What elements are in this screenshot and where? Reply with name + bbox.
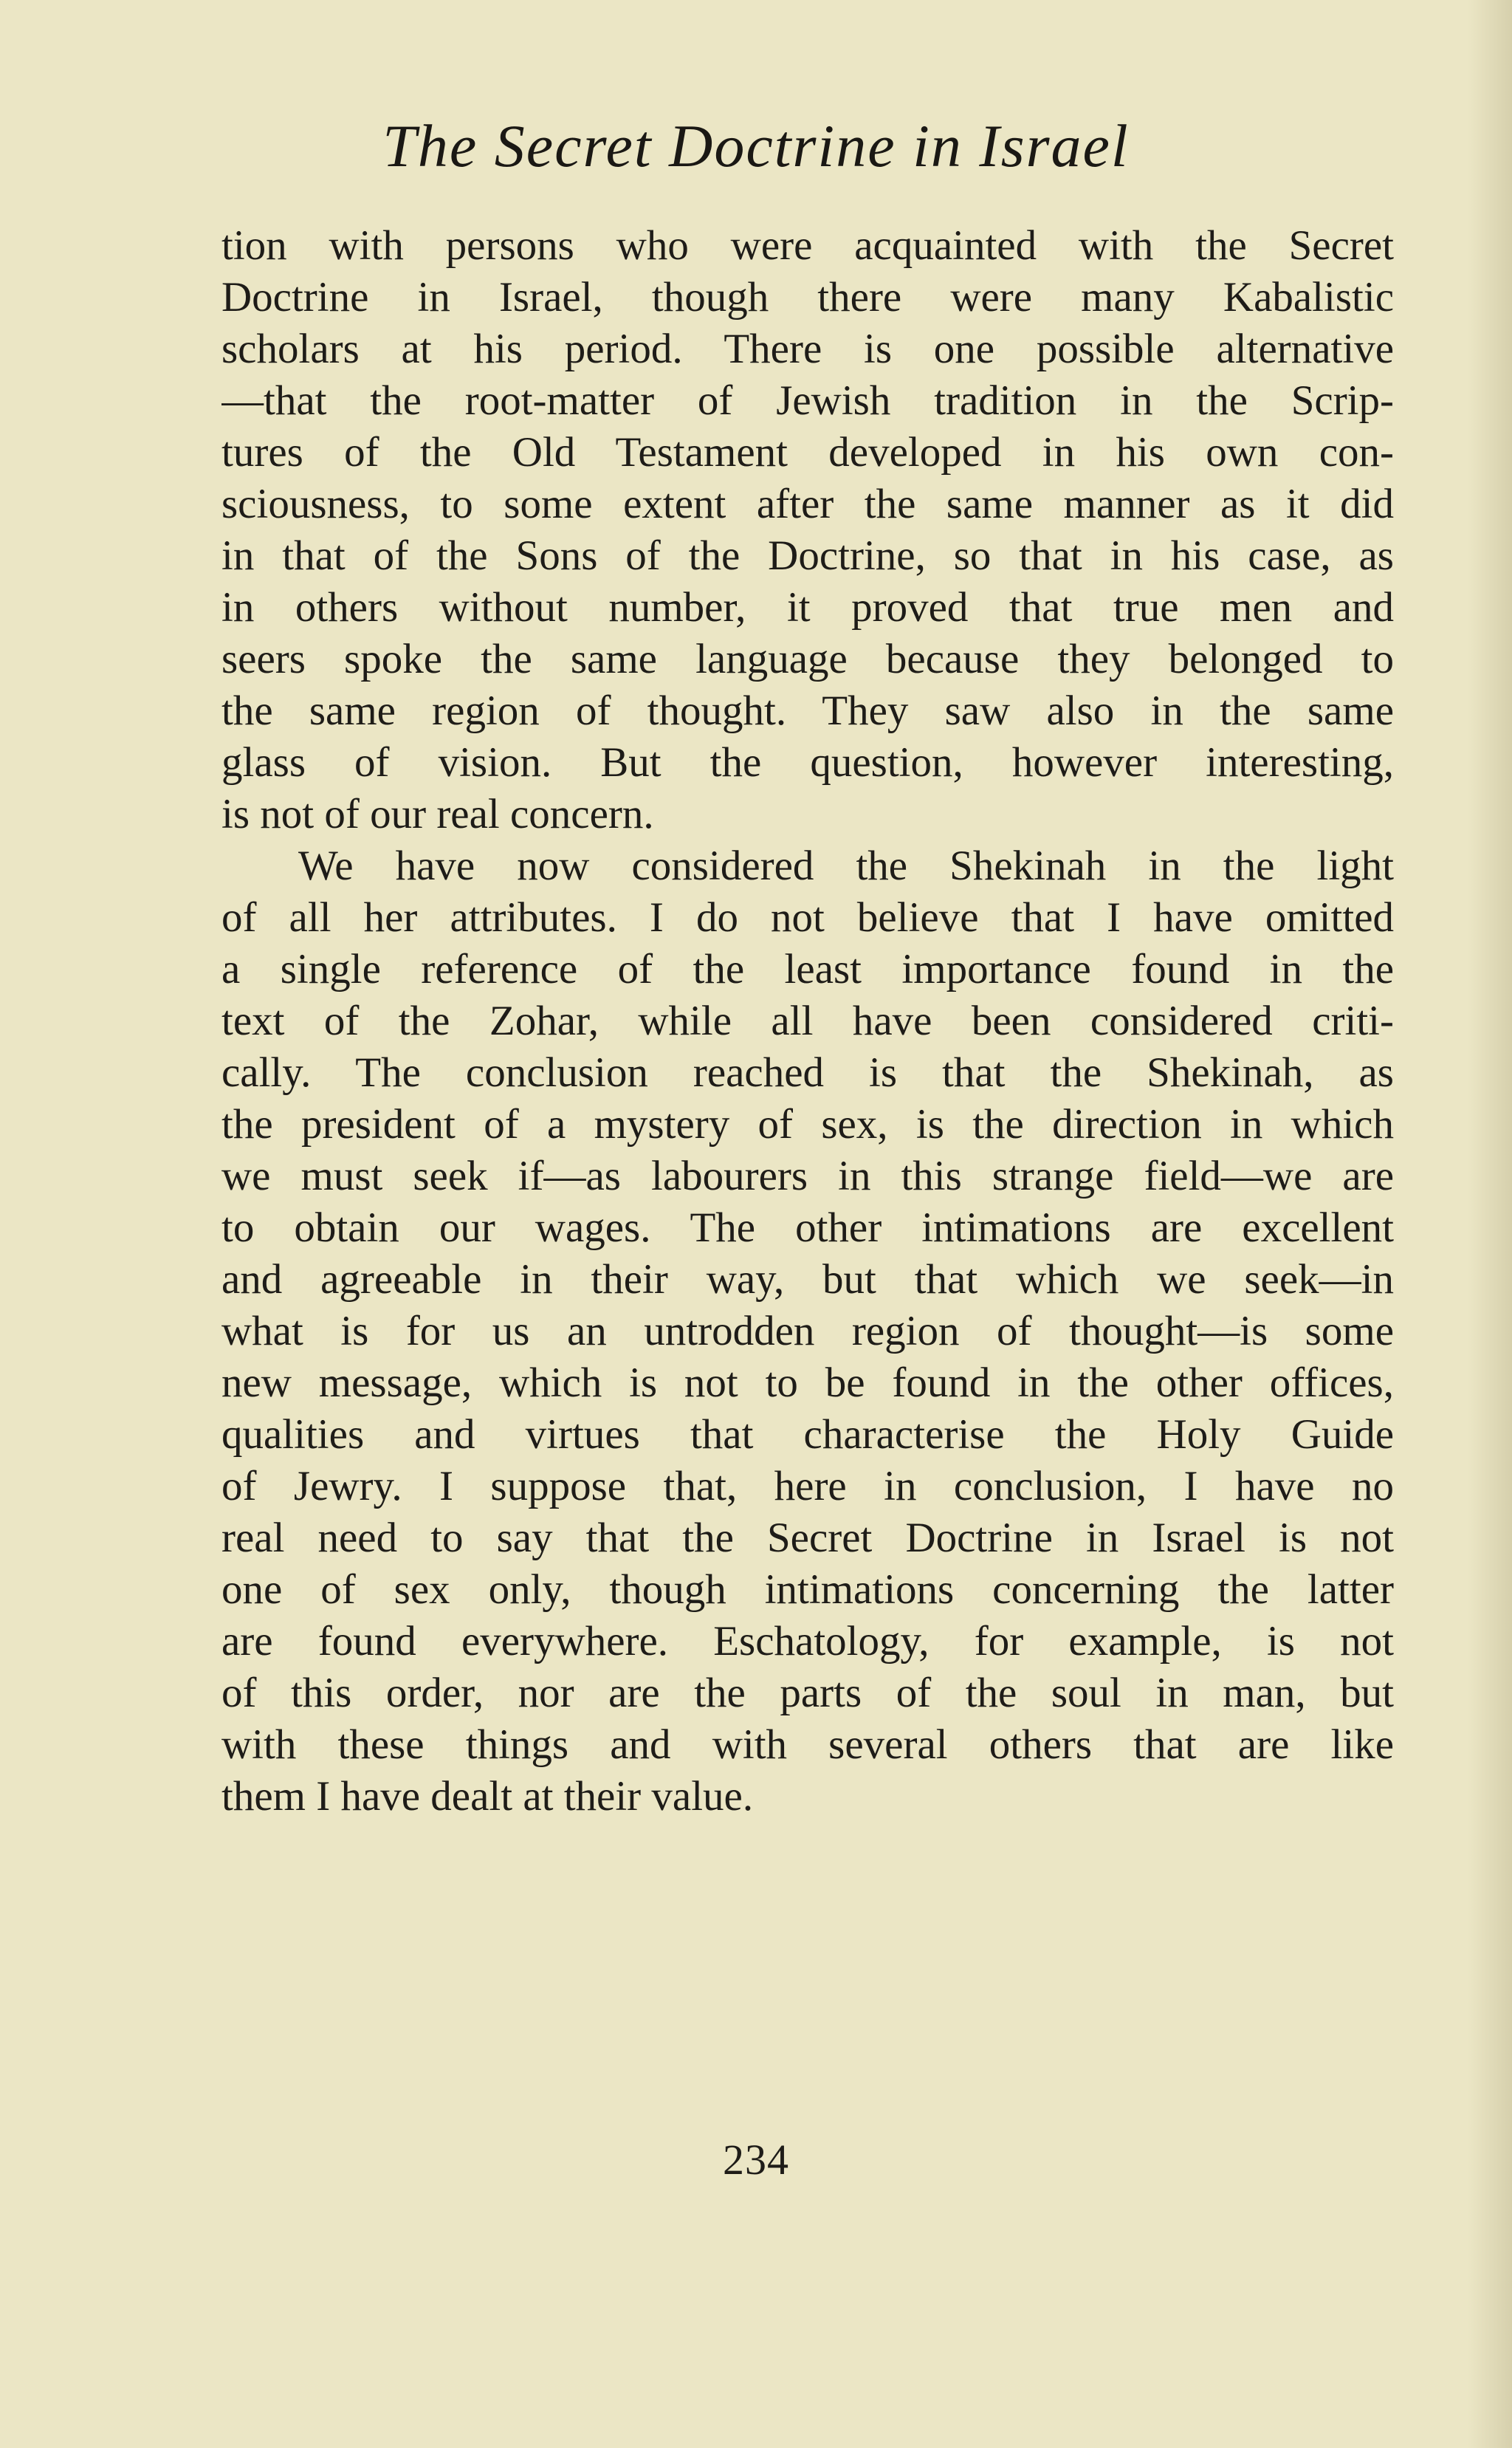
text-line: scholars at his period. There is one possible alternative: [221, 326, 1394, 372]
text-line: to obtain our wages. The other intimations are excellent: [221, 1204, 1394, 1251]
text-line: them I have dealt at their value.: [221, 1773, 754, 1820]
text-line: we must seek if—as labourers in this strange field—we are: [221, 1153, 1394, 1199]
text-line: new message, which is not to be found in the other offices,: [221, 1360, 1394, 1406]
text-line: cally. The conclusion reached is that the Shekinah, as: [221, 1049, 1394, 1096]
text-line: in others without number, it proved that true men and: [221, 584, 1394, 631]
paragraph: [221, 840, 1394, 1823]
text-line: and agreeable in their way, but that which we seek—in: [221, 1256, 1394, 1303]
text-line: seers spoke the same language because they belonged to: [221, 636, 1394, 682]
page-number: 234: [723, 2136, 789, 2184]
text-line: in that of the Sons of the Doctrine, so that in his case, as: [221, 532, 1394, 579]
text-line: the president of a mystery of sex, is the direction in which: [221, 1101, 1394, 1148]
text-line: a single reference of the least importance found in the: [221, 946, 1394, 992]
text-line: Doctrine in Israel, though there were many Kabalistic: [221, 274, 1394, 320]
text-line: qualities and virtues that characterise the Holy Guide: [221, 1411, 1394, 1458]
text-line: what is for us an untrodden region of thought—is some: [221, 1308, 1394, 1354]
text-line: of all her attributes. I do not believe that I have omitted: [221, 894, 1394, 941]
text-line: tion with persons who were acquainted with the Secret: [221, 222, 1394, 269]
text-line: of this order, nor are the parts of the soul in man, but: [221, 1670, 1394, 1716]
text-line: of Jewry. I suppose that, here in conclusion, I have no: [221, 1463, 1394, 1509]
paragraph: [221, 220, 1394, 840]
text-line: sciousness, to some extent after the same manner as it did: [221, 481, 1394, 527]
page-edge-shadow: [1468, 0, 1512, 2448]
text-line: one of sex only, though intimations concerning the latter: [221, 1566, 1394, 1613]
text-line: the same region of thought. They saw also in the same: [221, 688, 1394, 734]
text-line: real need to say that the Secret Doctrine in Israel is not: [221, 1515, 1394, 1561]
text-line: glass of vision. But the question, however interesting,: [221, 739, 1394, 786]
text-line: is not of our real concern.: [221, 791, 654, 837]
text-line: —that the root-matter of Jewish tradition in the Scrip-: [221, 377, 1394, 424]
text-line: We have now considered the Shekinah in the light: [298, 843, 1394, 889]
text-line: are found everywhere. Eschatology, for example, is not: [221, 1618, 1394, 1664]
body-text: [221, 220, 1394, 1823]
running-head-title: The Secret Doctrine in Israel: [382, 112, 1130, 179]
text-line: tures of the Old Testament developed in his own con-: [221, 429, 1394, 476]
text-line: text of the Zohar, while all have been considered criti-: [221, 998, 1394, 1044]
text-line: with these things and with several others that are like: [221, 1721, 1394, 1768]
